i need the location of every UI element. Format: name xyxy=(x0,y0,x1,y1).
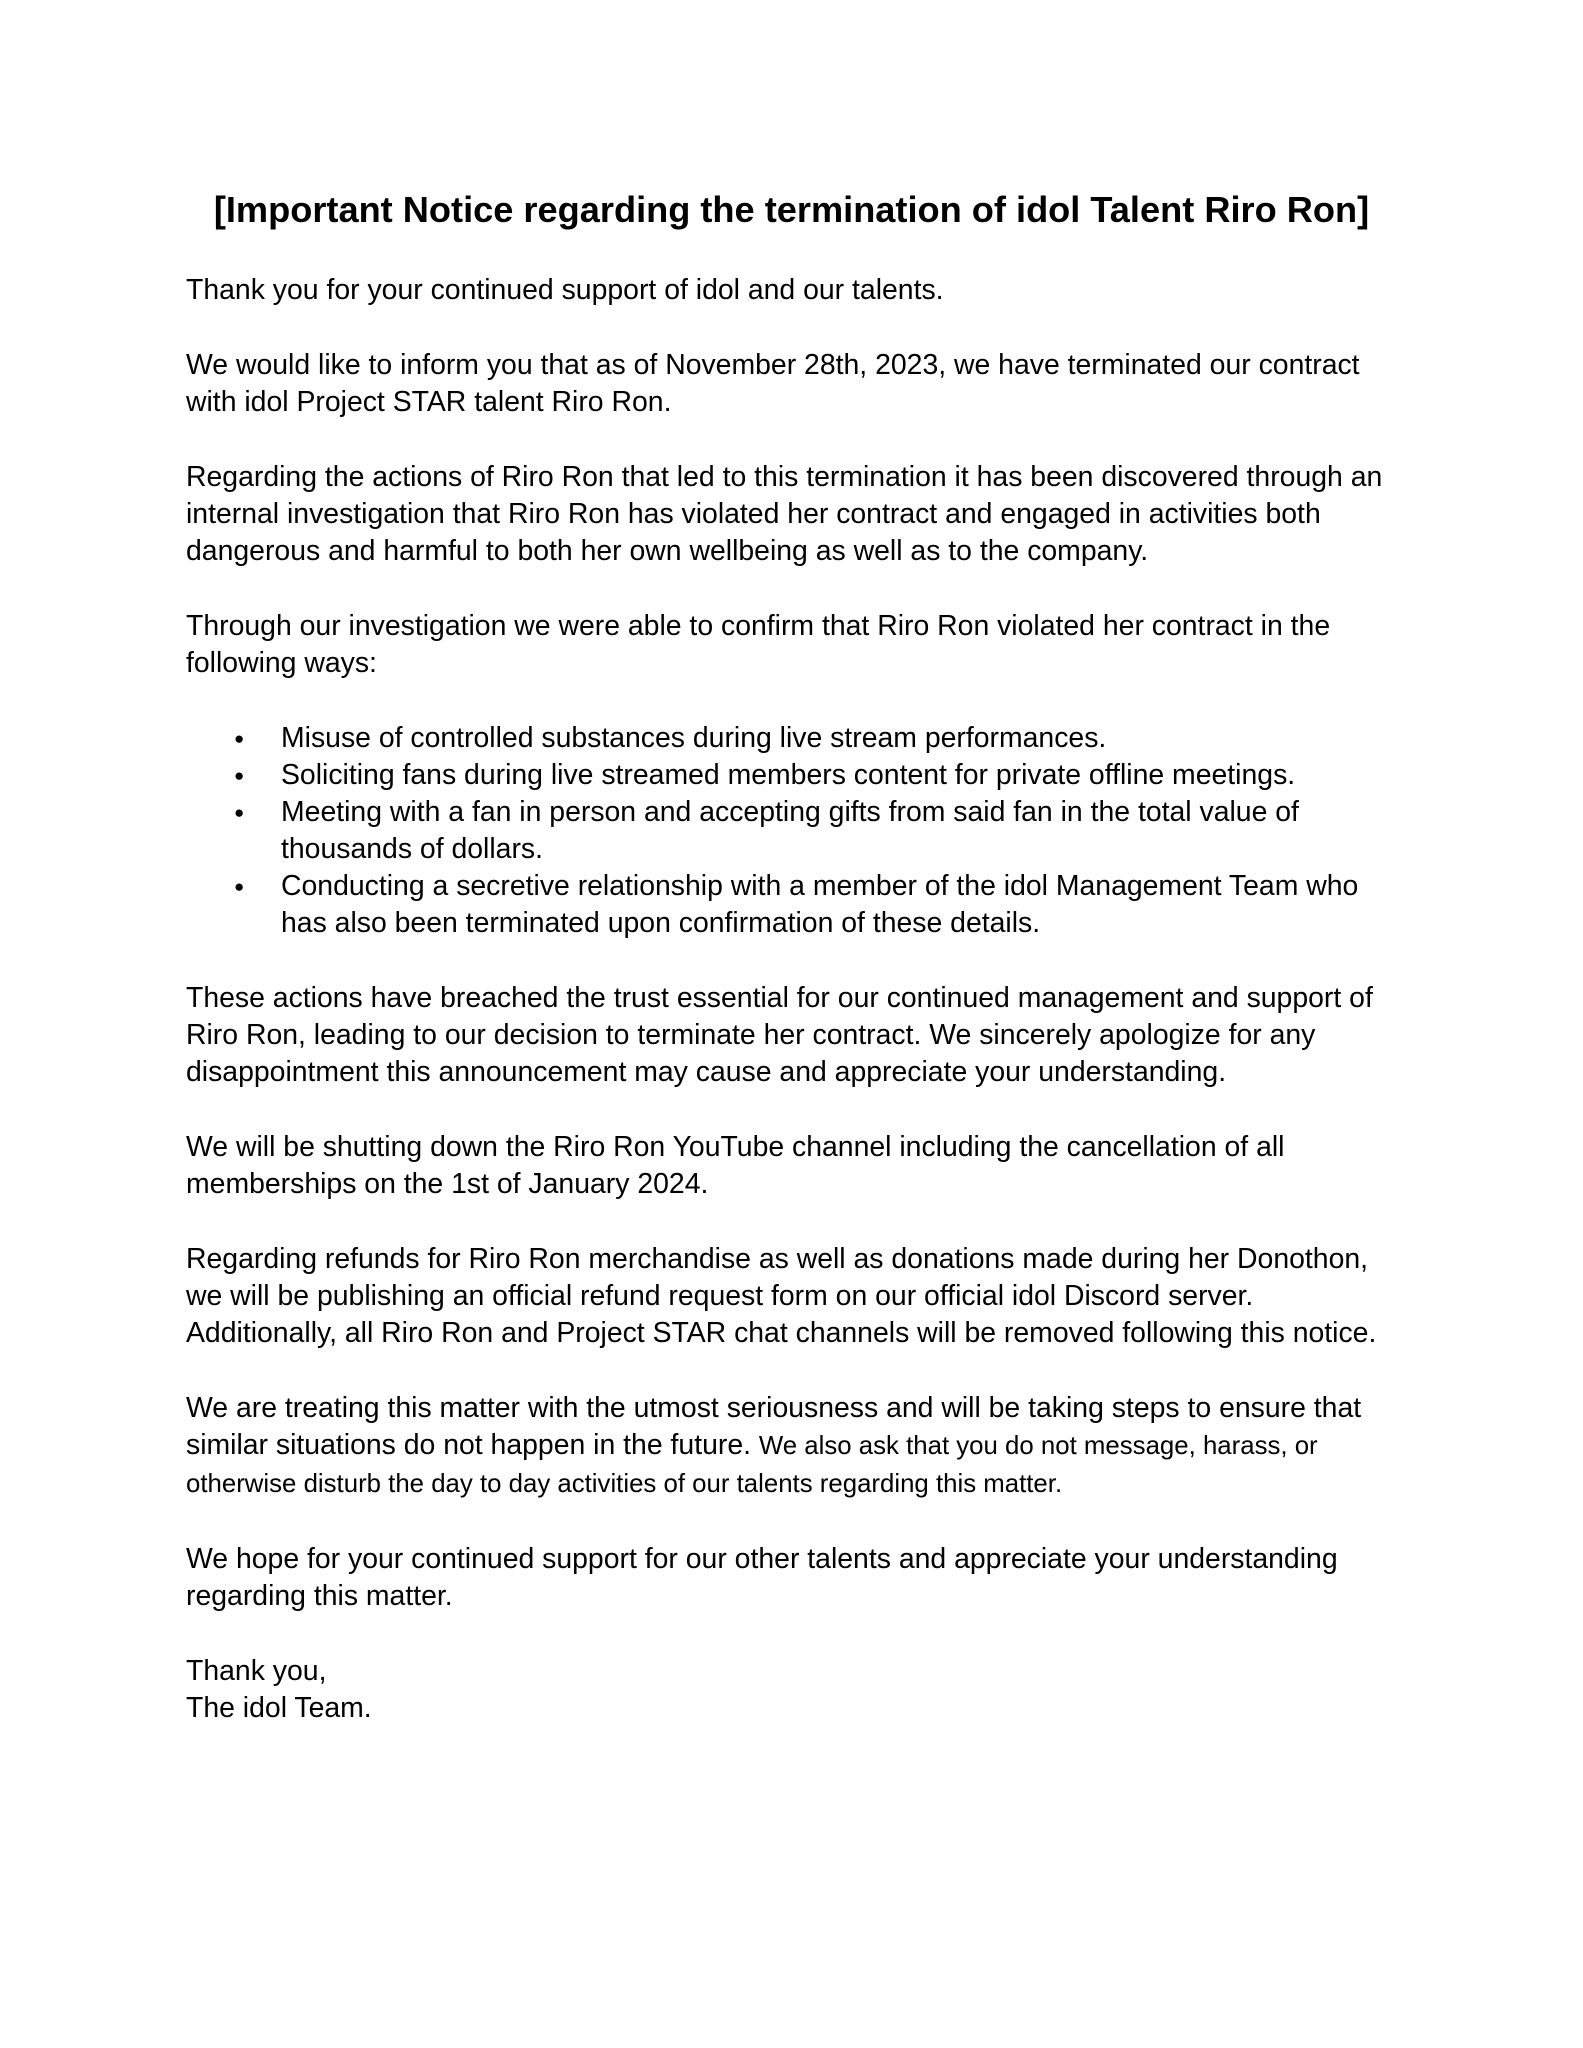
violations-list xyxy=(186,720,1397,942)
paragraph-channel-shutdown: We will be shutting down the Riro Ron YouTube channel including the cancellation of all memberships on the 1st of January 2024. xyxy=(186,1131,1285,1200)
list-item-substances xyxy=(186,720,1397,757)
paragraph-breached-trust: These actions have breached the trust essential for our continued management and support of Riro Ron, leading to our decision to terminate her contract. We sincerely apologize for any disappointment this announcement may cause and appreciate your understanding. xyxy=(186,982,1373,1088)
paragraph-hope-support: We hope for your continued support for our other talents and appreciate your understanding regarding this matter. xyxy=(186,1543,1338,1612)
paragraph-seriousness-normal: We are treating this matter with the utmost seriousness and will be taking steps to ensure that similar situations do not happen in the future. xyxy=(186,1392,1362,1461)
paragraph-through-investigation: Through our investigation we were able to confirm that Riro Ron violated her contract in the following ways: xyxy=(186,610,1331,679)
list-item-secret-relationship xyxy=(186,868,1397,942)
paragraph-seriousness xyxy=(186,1390,1397,1503)
closing-thank-you: Thank you, xyxy=(186,1655,327,1687)
list-item-text: Misuse of controlled substances during live stream performances. xyxy=(281,722,1107,754)
bullet-icon: ● xyxy=(234,729,245,748)
list-item-meeting-fan xyxy=(186,794,1397,868)
paragraph-inform-termination: We would like to inform you that as of November 28th, 2023, we have terminated our contract with idol Project STAR talent Riro Ron. xyxy=(186,349,1360,418)
list-item-text: Soliciting fans during live streamed members content for private offline meetings. xyxy=(281,759,1296,791)
closing-block xyxy=(186,1653,1397,1727)
paragraph-regarding-actions: Regarding the actions of Riro Ron that led to this termination it has been discovered through an internal investigation that Riro Ron has violated her contract and engaged in activities both dangerous and harmful to both her own wellbeing as well as to the company. xyxy=(186,461,1383,567)
paragraph-seriousness-small: We also ask that you do not message, harass, or otherwise disturb the day to day activities of our talents regarding this matter. xyxy=(186,1432,1318,1498)
closing-signature: The idol Team. xyxy=(186,1692,372,1724)
paragraph-thanks: Thank you for your continued support of idol and our talents. xyxy=(186,274,944,306)
list-item-text: Conducting a secretive relationship with a member of the idol Management Team who has also been terminated upon confirmation of these details. xyxy=(281,870,1359,939)
bullet-icon: ● xyxy=(234,766,245,785)
list-item-soliciting xyxy=(186,757,1397,794)
bullet-icon: ● xyxy=(234,877,245,896)
bullet-icon: ● xyxy=(234,803,245,822)
paragraph-refunds: Regarding refunds for Riro Ron merchandise as well as donations made during her Donothon, we will be publishing an official refund request form on our official idol Discord server. Additionally, all Riro Ron and Project STAR chat channels will be removed following this notice. xyxy=(186,1243,1377,1349)
notice-title: [Important Notice regarding the termination of idol Talent Riro Ron] xyxy=(213,189,1370,230)
list-item-text: Meeting with a fan in person and accepting gifts from said fan in the total value of thousands of dollars. xyxy=(281,796,1299,865)
